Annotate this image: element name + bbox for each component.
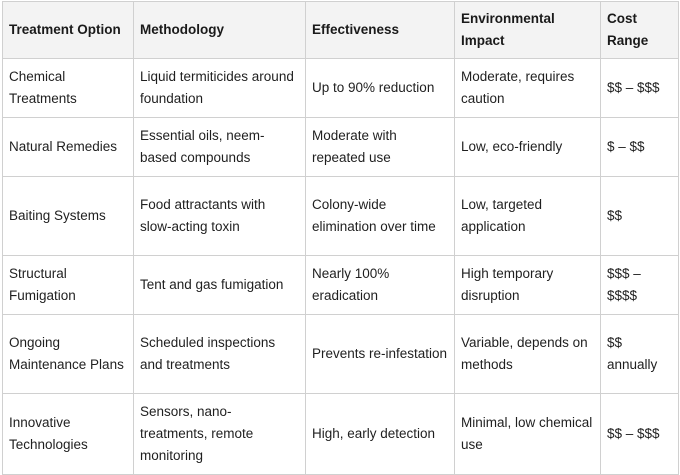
header-effectiveness: Effectiveness — [306, 2, 455, 59]
cell-methodology: Sensors, nano-treatments, remote monitoring — [134, 394, 306, 475]
cell-effectiveness: High, early detection — [306, 394, 455, 475]
cell-effectiveness: Nearly 100% eradication — [306, 256, 455, 315]
cell-environmental-impact: Low, eco-friendly — [455, 118, 601, 177]
cell-environmental-impact: Variable, depends on methods — [455, 315, 601, 394]
cell-effectiveness: Colony-wide elimination over time — [306, 177, 455, 256]
cell-methodology: Essential oils, neem-based compounds — [134, 118, 306, 177]
cell-methodology: Tent and gas fumigation — [134, 256, 306, 315]
table-row — [3, 118, 679, 177]
cell-effectiveness: Moderate with repeated use — [306, 118, 455, 177]
cell-methodology: Liquid termiticides around foundation — [134, 59, 306, 118]
cell-treatment-option: Baiting Systems — [3, 177, 134, 256]
cell-methodology: Scheduled inspections and treatments — [134, 315, 306, 394]
header-treatment-option: Treatment Option — [3, 2, 134, 59]
cell-cost-range: $ – $$ — [601, 118, 679, 177]
cell-effectiveness: Prevents re-infestation — [306, 315, 455, 394]
cell-environmental-impact: High temporary disruption — [455, 256, 601, 315]
table-row — [3, 315, 679, 394]
table-row — [3, 59, 679, 118]
table-row — [3, 256, 679, 315]
header-environmental-impact: Environmental Impact — [455, 2, 601, 59]
cell-treatment-option: Ongoing Maintenance Plans — [3, 315, 134, 394]
cell-environmental-impact: Minimal, low chemical use — [455, 394, 601, 475]
table-row — [3, 177, 679, 256]
cell-environmental-impact: Low, targeted application — [455, 177, 601, 256]
cell-cost-range: $$ – $$$ — [601, 59, 679, 118]
cell-treatment-option: Chemical Treatments — [3, 59, 134, 118]
cell-cost-range: $$ — [601, 177, 679, 256]
cell-treatment-option: Structural Fumigation — [3, 256, 134, 315]
cell-cost-range: $$ – $$$ — [601, 394, 679, 475]
cell-methodology: Food attractants with slow-acting toxin — [134, 177, 306, 256]
table-row — [3, 394, 679, 475]
header-cost-range: Cost Range — [601, 2, 679, 59]
cell-effectiveness: Up to 90% reduction — [306, 59, 455, 118]
header-methodology: Methodology — [134, 2, 306, 59]
treatment-comparison-table — [2, 1, 679, 475]
cell-cost-range: $$ annually — [601, 315, 679, 394]
cell-treatment-option: Innovative Technologies — [3, 394, 134, 475]
table-header-row — [3, 2, 679, 59]
cell-environmental-impact: Moderate, requires caution — [455, 59, 601, 118]
cell-treatment-option: Natural Remedies — [3, 118, 134, 177]
cell-cost-range: $$$ – $$$$ — [601, 256, 679, 315]
